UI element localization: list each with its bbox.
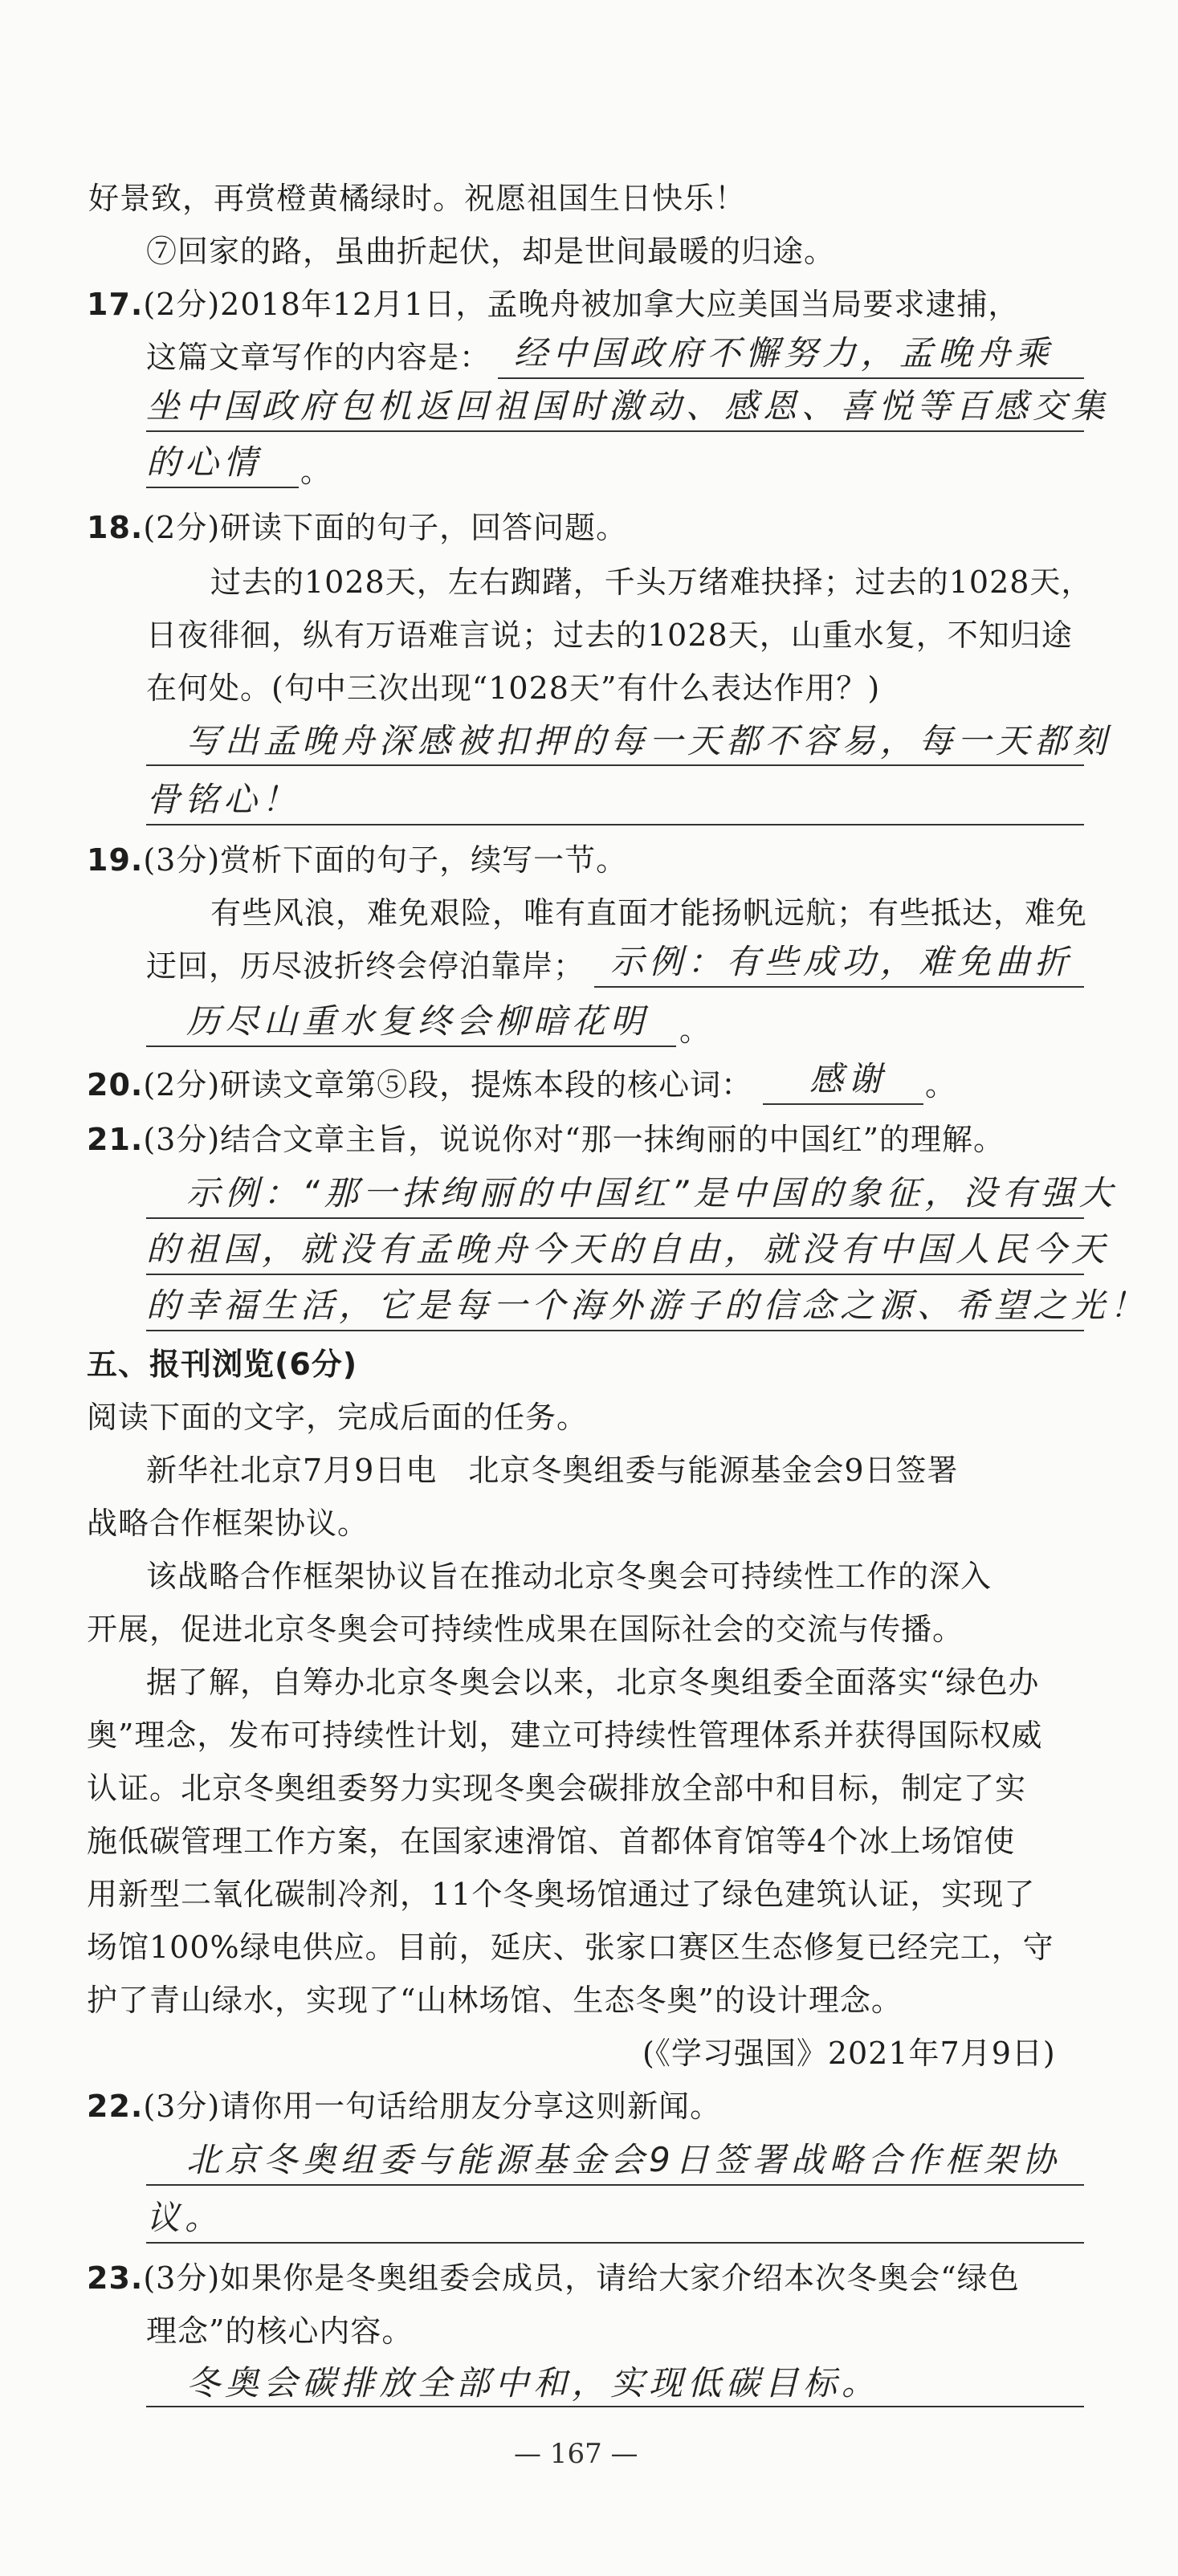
answer-underline (146, 2184, 1084, 2186)
handwritten-answer: 的心情 (146, 442, 263, 482)
question-17 (87, 284, 1019, 324)
handwritten-answer: 议。 (146, 2198, 224, 2237)
answer-underline (763, 1103, 923, 1105)
answer-underline (146, 1217, 1084, 1219)
question-text: (2分)研读下面的句子，回答问题。 (143, 510, 628, 545)
question-19 (87, 840, 627, 880)
question-number: 20. (87, 1067, 144, 1103)
question-text: 理念”的核心内容。 (146, 2313, 414, 2349)
article-text: 场馆100%绿电供应。目前，延庆、张家口赛区生态修复已经完工，守 (87, 1930, 1054, 1965)
question-number: 21. (87, 1122, 144, 1157)
question-number: 19. (87, 842, 144, 878)
question-22 (87, 2086, 721, 2126)
question-text: (3分)如果你是冬奥组委会成员，请给大家介绍本次冬奥会“绿色 (143, 2260, 1020, 2296)
handwritten-answer: 示例：有些成功，难免曲折 (610, 942, 1074, 981)
article-text: 护了青山绿水，实现了“山林场馆、生态冬奥”的设计理念。 (87, 1983, 903, 2018)
article-text: 新华社北京7月9日电 北京冬奥组委与能源基金会9日签署 (146, 1453, 959, 1488)
handwritten-answer: 的祖国，就没有孟晚舟今天的自由，就没有中国人民今天 (146, 1229, 1111, 1269)
question-number: 22. (87, 2089, 144, 2124)
answer-underline (146, 1045, 676, 1047)
question-18 (87, 507, 627, 548)
section-title: 五、报刊浏览(6分) (87, 1347, 358, 1382)
article-text: 奥”理念，发布可持续性计划，建立可持续性管理体系并获得国际权威 (87, 1718, 1043, 1753)
answer-underline (146, 1274, 1084, 1275)
answer-underline (498, 377, 1084, 379)
answer-underline (146, 2242, 1084, 2244)
handwritten-answer: 北京冬奥组委与能源基金会9日签署战略合作框架协 (186, 2140, 1061, 2179)
article-text: 施低碳管理工作方案，在国家速滑馆、首都体育馆等4个冰上场馆使 (87, 1824, 1016, 1859)
quoted-text: 有些风浪，难免艰险，唯有直面才能扬帆远航；有些抵达，难免 (210, 895, 1088, 931)
question-text: (2分)研读文章第⑤段，提炼本段的核心词： (143, 1067, 753, 1103)
question-text: (2分)2018年12月1日，孟晚舟被加拿大应美国当局要求逮捕， (143, 287, 1020, 322)
instruction-text: 阅读下面的文字，完成后面的任务。 (87, 1400, 589, 1435)
handwritten-answer: 冬奥会碳排放全部中和，实现低碳目标。 (186, 2363, 881, 2403)
punctuation: 。 (925, 1067, 957, 1103)
punctuation: 。 (679, 1013, 711, 1048)
article-text: 用新型二氧化碳制冷剂，11个冬奥场馆通过了绿色建筑认证，实现了 (87, 1877, 1036, 1912)
text-line: ⑦回家的路，虽曲折起伏，却是世间最暖的归途。 (146, 234, 836, 269)
answer-underline (146, 487, 299, 488)
handwritten-answer: 骨铭心！ (146, 780, 301, 819)
article-source: (《学习强国》2021年7月9日) (642, 2036, 1056, 2071)
question-text: 这篇文章写作的内容是： (146, 340, 491, 375)
answer-underline (146, 824, 1084, 825)
answer-underline (146, 430, 1084, 432)
handwritten-answer: 感谢 (809, 1059, 887, 1098)
question-text: (3分)请你用一句话给朋友分享这则新闻。 (143, 2089, 722, 2124)
answer-underline (146, 764, 1084, 766)
quoted-text: 过去的1028天，左右踟躇，千头万绪难抉择；过去的1028天， (210, 565, 1093, 600)
quoted-text: 在何处。(句中三次出现“1028天”有什么表达作用？) (146, 670, 881, 706)
question-number: 17. (87, 287, 144, 322)
handwritten-answer: 写出孟晚舟深感被扣押的每一天都不容易，每一天都刻 (186, 721, 1112, 760)
article-text: 战略合作框架协议。 (87, 1506, 369, 1541)
question-text: (3分)赏析下面的句子，续写一节。 (143, 842, 628, 878)
question-text: (3分)结合文章主旨，说说你对“那一抹绚丽的中国红”的理解。 (143, 1122, 1005, 1157)
handwritten-answer: 的幸福生活，它是每一个海外游子的信念之源、希望之光！ (146, 1286, 1149, 1325)
handwritten-answer: 坐中国政府包机返回祖国时激动、感恩、喜悦等百感交集 (146, 386, 1111, 426)
question-20 (87, 1065, 752, 1105)
article-text: 据了解，自筹办北京冬奥会以来，北京冬奥组委全面落实“绿色办 (146, 1665, 1040, 1700)
answer-underline (594, 986, 1084, 988)
handwritten-answer: 经中国政府不懈努力，孟晚舟乘 (514, 333, 1054, 373)
question-21 (87, 1119, 1005, 1160)
answer-underline (146, 2406, 1084, 2407)
article-text: 认证。北京冬奥组委努力实现冬奥会碳排放全部中和目标，制定了实 (87, 1771, 1027, 1806)
punctuation: 。 (300, 454, 332, 489)
article-text: 该战略合作框架协议旨在推动北京冬奥会可持续性工作的深入 (146, 1559, 993, 1594)
question-number: 23. (87, 2260, 144, 2296)
page-number: — 167 — (514, 2438, 638, 2470)
text-line: 好景致，再赏橙黄橘绿时。祝愿祖国生日快乐！ (88, 181, 747, 216)
quoted-text: 日夜徘徊，纵有万语难言说；过去的1028天，山重水复，不知归途 (146, 618, 1073, 653)
handwritten-answer: 示例：“那一抹绚丽的中国红”是中国的象征，没有强大 (186, 1173, 1118, 1213)
handwritten-answer: 历尽山重水复终会柳暗花明 (186, 1001, 650, 1041)
quoted-text: 迂回，历尽波折终会停泊靠岸； (146, 948, 585, 984)
answer-underline (146, 1330, 1084, 1331)
article-text: 开展，促进北京冬奥会可持续性成果在国际社会的交流与传播。 (87, 1612, 964, 1647)
question-23 (87, 2258, 1020, 2298)
question-number: 18. (87, 510, 144, 545)
